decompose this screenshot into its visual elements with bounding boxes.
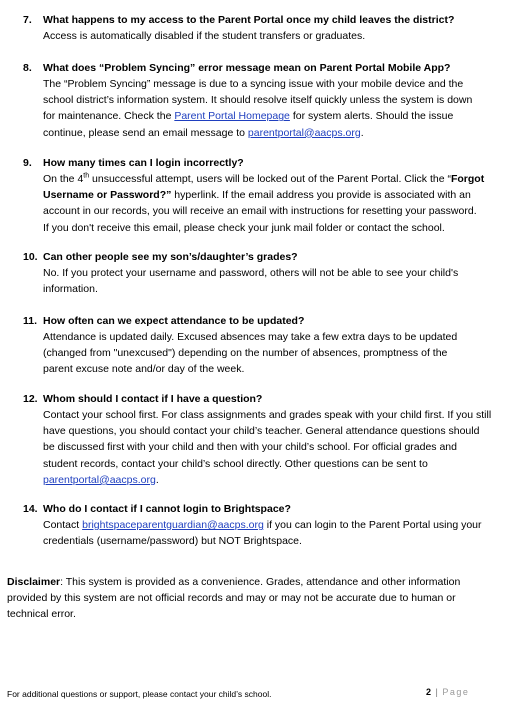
faq-answer: [43, 265, 513, 297]
parentportal-email-link[interactable]: parentportal@aacps.org: [247, 126, 361, 139]
answer-line: Attendance is updated daily. Excused absences may take a few extra days to be updated: [43, 331, 458, 343]
answer-text: .: [360, 126, 364, 139]
faq-number: 14.: [23, 503, 38, 515]
faq-number: 8.: [23, 62, 32, 74]
answer-text: for system alerts. Should the issue: [289, 110, 454, 123]
disclaimer-line: [7, 574, 507, 590]
answer-line: school district’s information system. It should resolve itself quickly unless the system is down: [43, 94, 473, 107]
answer-line: [43, 171, 513, 187]
page-separator: |: [435, 687, 438, 697]
answer-line: No. If you protect your username and password, others will not be able to see your child's: [43, 267, 459, 279]
faq-question: Whom should I contact if I have a question?: [43, 393, 263, 405]
faq-number: 7.: [23, 14, 32, 26]
answer-line: parent excuse note and/or day of the week.: [43, 363, 245, 376]
faq-question: Can other people see my son’s/daughter’s grades?: [43, 251, 298, 263]
answer-bold-text: Username or Password?”: [43, 189, 172, 202]
answer-line: The “Problem Syncing” message is due to a syncing issue with your mobile device and the: [43, 78, 464, 90]
answer-text: .: [155, 473, 159, 486]
faq-question: What happens to my access to the Parent Portal once my child leaves the district?: [43, 14, 455, 26]
answer-line: [43, 187, 513, 203]
faq-answer: [43, 407, 513, 488]
faq-number: 12.: [23, 393, 38, 405]
answer-line: [43, 472, 513, 488]
answer-text: On the 4: [43, 173, 84, 185]
answer-line: be discussed first with your child and then with your child’s school. For official grades and: [43, 441, 457, 454]
answer-line: [43, 125, 513, 141]
ordinal-suffix: th: [83, 172, 90, 180]
disclaimer-line: provided by this system are not official records and may or may not be accurate due to human or: [7, 592, 456, 605]
faq-answer: [43, 171, 513, 236]
page-word: Page: [442, 687, 470, 697]
answer-line: If you don't receive this email, please check your junk mail folder or contact the school.: [43, 221, 445, 234]
parent-portal-homepage-link[interactable]: Parent Portal Homepage: [174, 110, 290, 123]
disclaimer-line: technical error.: [7, 608, 76, 621]
disclaimer-text: : This system is provided as a convenience. Grades, attendance and other information: [60, 576, 461, 588]
faq-answer: [43, 329, 513, 378]
footer-note: For additional questions or support, please contact your child’s school.: [7, 689, 272, 699]
parentportal-email-link[interactable]: parentportal@aacps.org: [43, 473, 156, 486]
faq-question: What does “Problem Syncing” error message mean on Parent Portal Mobile App?: [43, 62, 451, 74]
page-number: [426, 687, 469, 697]
faq-question: Who do I contact if I cannot login to Brightspace?: [43, 503, 291, 515]
faq-answer: [43, 517, 513, 549]
answer-line: (changed from "unexcused") depending on the number of absences, promptness of the: [43, 347, 448, 360]
disclaimer-label: Disclaimer: [7, 576, 61, 588]
answer-line: Access is automatically disabled if the student transfers or graduates.: [43, 30, 366, 42]
faq-number: 10.: [23, 251, 38, 263]
answer-line: account in our records, you will receive an email with instructions for resetting your password.: [43, 205, 477, 218]
answer-text: Contact: [43, 519, 83, 531]
brightspace-email-link[interactable]: brightspaceparentguardian@aacps.org: [82, 519, 264, 531]
answer-line: student records, contact your child’s school directly. Other questions can be sent to: [43, 457, 428, 470]
faq-number: 11.: [23, 315, 38, 327]
faq-question: How often can we expect attendance to be updated?: [43, 315, 305, 327]
page-number-value: 2: [426, 687, 432, 697]
disclaimer: [7, 574, 507, 623]
faq-number: 9.: [23, 157, 32, 169]
faq-answer: [43, 28, 513, 44]
answer-line: credentials (username/password) but NOT Brightspace.: [43, 535, 302, 548]
answer-text: for maintenance. Check the: [43, 110, 175, 123]
answer-bold-text: Forgot: [450, 173, 485, 185]
answer-line: information.: [43, 283, 98, 296]
faq-question: How many times can I login incorrectly?: [43, 157, 244, 169]
answer-text: continue, please send an email message to: [43, 126, 248, 139]
answer-line: have questions, you should contact your child’s teacher. General attendance questions should: [43, 425, 480, 438]
answer-text: unsuccessful attempt, users will be locked out of the Parent Portal. Click the “: [89, 173, 451, 185]
answer-line: [43, 108, 513, 124]
answer-text: if you can login to the Parent Portal using your: [263, 519, 482, 531]
answer-line: [43, 517, 513, 533]
answer-line: Contact your school first. For class assignments and grades speak with your child first. If you still: [43, 409, 492, 421]
answer-text: hyperlink. If the email address you provide is associated with an: [171, 189, 471, 202]
faq-answer: [43, 76, 513, 141]
